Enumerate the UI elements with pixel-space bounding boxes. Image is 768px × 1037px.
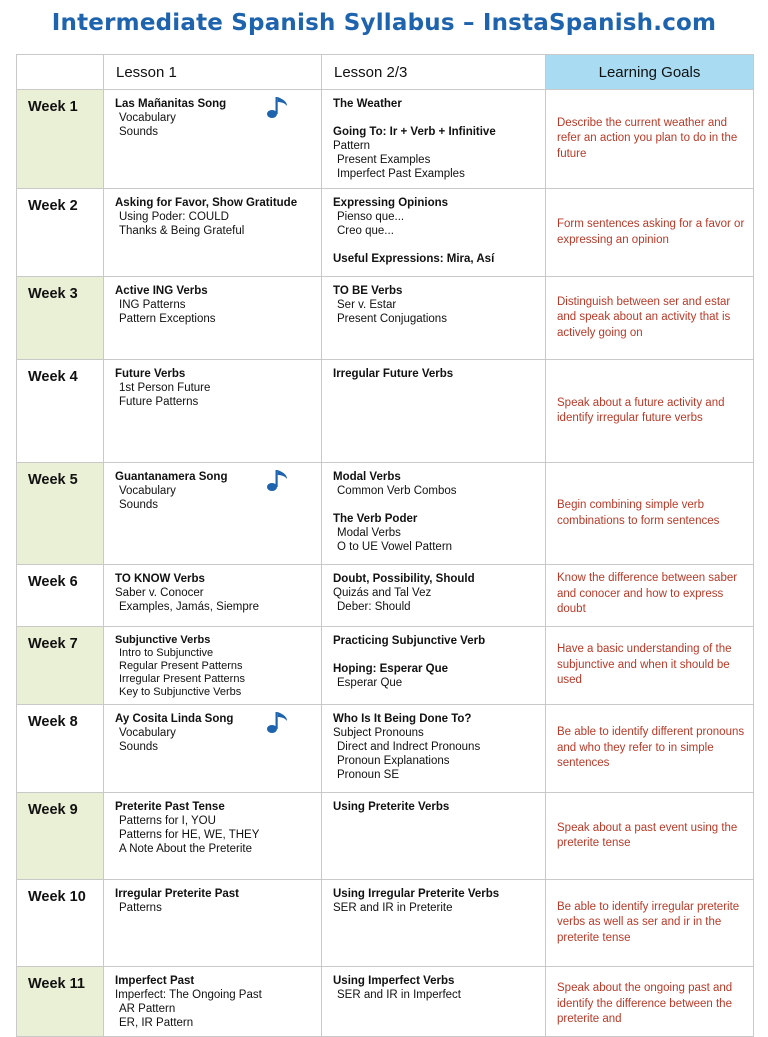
goal-cell	[546, 360, 754, 463]
lesson-line: Using Poder: COULD	[119, 211, 229, 223]
lesson-line: Vocabulary	[119, 485, 176, 497]
lesson-line: Saber v. Conocer	[115, 587, 204, 599]
lesson-line: Imperfect Past Examples	[337, 168, 465, 180]
lesson1-cell	[104, 360, 322, 463]
goal-cell	[546, 90, 754, 189]
lesson-heading: Future Verbs	[115, 368, 186, 380]
lesson-heading: Ay Cosita Linda Song	[115, 713, 234, 725]
lesson-line: Patterns for I, YOU	[119, 815, 216, 827]
week-label: Week 1	[17, 90, 104, 189]
lesson-line: Patterns	[119, 902, 162, 914]
goal-text: Be able to identify different pronouns and who they refer to in simple sentences	[557, 726, 745, 770]
lesson-heading: Asking for Favor, Show Gratitude	[115, 197, 298, 209]
lesson-line: Pattern Exceptions	[119, 313, 216, 325]
lesson-heading: Expressing Opinions	[333, 197, 449, 209]
syllabus-table	[16, 54, 754, 1037]
lesson23-cell	[322, 565, 546, 627]
lesson-line: SER and IR in Imperfect	[337, 989, 461, 1001]
lesson-heading: Irregular Preterite Past	[115, 888, 240, 900]
lesson23-cell	[322, 967, 546, 1037]
table-row	[17, 360, 754, 463]
lesson23-cell	[322, 189, 546, 277]
lesson-heading: Doubt, Possibility, Should	[333, 573, 475, 585]
week-label: Week 2	[17, 189, 104, 277]
lesson-line: Patterns for HE, WE, THEY	[119, 829, 260, 841]
lesson-heading: The Weather	[333, 98, 402, 110]
lesson-heading: Using Irregular Preterite Verbs	[333, 888, 500, 900]
goal-text: Speak about a past event using the preterite tense	[557, 821, 738, 849]
lesson-heading: Modal Verbs	[333, 471, 401, 483]
lesson1-cell	[104, 705, 322, 793]
lesson-line: Esperar Que	[337, 677, 403, 689]
lesson-heading: Irregular Future Verbs	[333, 368, 454, 380]
lesson-heading: Useful Expressions: Mira, Así	[333, 253, 495, 265]
lesson-line: Pronoun SE	[337, 769, 400, 781]
table-row	[17, 967, 754, 1037]
goal-cell	[546, 189, 754, 277]
music-note-icon	[265, 94, 291, 120]
lesson-line: Deber: Should	[337, 601, 411, 613]
lesson-line: 1st Person Future	[119, 382, 211, 394]
lesson23-cell	[322, 880, 546, 967]
lesson-line: Sounds	[119, 126, 159, 138]
lesson-line: Quizás and Tal Vez	[333, 587, 432, 599]
lesson-line: Key to Subjunctive Verbs	[119, 686, 242, 698]
week-label: Week 7	[17, 627, 104, 705]
lesson-line: Regular Present Patterns	[119, 660, 243, 672]
music-note-icon	[265, 709, 291, 735]
lesson-heading: Preterite Past Tense	[115, 801, 225, 813]
goal-cell	[546, 627, 754, 705]
lesson23-cell	[322, 463, 546, 565]
goal-text: Have a basic understanding of the subjunctive and when it should be used	[557, 643, 732, 687]
lesson1-cell	[104, 90, 322, 189]
lesson1-cell	[104, 793, 322, 880]
lesson-line: SER and IR in Preterite	[333, 902, 453, 914]
week-label: Week 4	[17, 360, 104, 463]
lesson-heading: Using Imperfect Verbs	[333, 975, 455, 987]
lesson1-cell	[104, 189, 322, 277]
goal-text: Form sentences asking for a favor or expressing an opinion	[557, 218, 745, 246]
lesson-line: Vocabulary	[119, 727, 176, 739]
lesson-line: Pattern	[333, 140, 371, 152]
lesson-line: ER, IR Pattern	[119, 1017, 194, 1029]
lesson1-cell	[104, 880, 322, 967]
week-label: Week 11	[17, 967, 104, 1037]
lesson-line: Imperfect: The Ongoing Past	[115, 989, 262, 1001]
week-label: Week 10	[17, 880, 104, 967]
lesson-heading: TO KNOW Verbs	[115, 573, 205, 585]
lesson-line: Common Verb Combos	[337, 485, 457, 497]
lesson-heading: TO BE Verbs	[333, 285, 403, 297]
lesson-heading: Practicing Subjunctive Verb	[333, 635, 486, 647]
lesson-line: ING Patterns	[119, 299, 186, 311]
lesson-heading: Going To: Ir + Verb + Infinitive	[333, 126, 496, 138]
lesson23-cell	[322, 627, 546, 705]
lesson-heading: Hoping: Esperar Que	[333, 663, 449, 675]
lesson1-cell	[104, 463, 322, 565]
lesson-line: Pronoun Explanations	[337, 755, 450, 767]
table-row	[17, 90, 754, 189]
lesson23-cell	[322, 705, 546, 793]
header-learning-goals: Learning Goals	[546, 55, 754, 90]
goal-text: Know the difference between saber and conocer and how to express doubt	[557, 572, 738, 615]
lesson-heading: Using Preterite Verbs	[333, 801, 450, 813]
lesson23-cell	[322, 277, 546, 360]
lesson-heading: Who Is It Being Done To?	[333, 713, 472, 725]
goal-text: Describe the current weather and refer an action you plan to do in the future	[557, 116, 738, 160]
header-lesson23: Lesson 2/3	[322, 55, 546, 90]
lesson-line: Future Patterns	[119, 396, 199, 408]
week-label: Week 5	[17, 463, 104, 565]
table-row	[17, 880, 754, 967]
lesson-line: Intro to Subjunctive	[119, 647, 214, 659]
table-row	[17, 627, 754, 705]
lesson1-cell	[104, 565, 322, 627]
week-label: Week 8	[17, 705, 104, 793]
goal-text: Speak about a future activity and identify irregular future verbs	[557, 396, 725, 424]
lesson-line: AR Pattern	[119, 1003, 176, 1015]
table-row	[17, 277, 754, 360]
lesson-line: Present Examples	[337, 154, 431, 166]
week-label: Week 6	[17, 565, 104, 627]
lesson-heading: Imperfect Past	[115, 975, 195, 987]
goal-cell	[546, 277, 754, 360]
lesson-line: Sounds	[119, 499, 159, 511]
lesson-line: Pienso que...	[337, 211, 405, 223]
header-row	[17, 55, 754, 90]
lesson-line: Subject Pronouns	[333, 727, 424, 739]
goal-cell	[546, 565, 754, 627]
goal-cell	[546, 967, 754, 1037]
lesson-heading: The Verb Poder	[333, 513, 418, 525]
table-row	[17, 793, 754, 880]
goal-cell	[546, 705, 754, 793]
lesson-heading: Las Mañanitas Song	[115, 98, 227, 110]
goal-text: Begin combining simple verb combinations to form sentences	[557, 499, 720, 527]
table-row	[17, 565, 754, 627]
lesson-heading: Active ING Verbs	[115, 285, 208, 297]
goal-text: Speak about the ongoing past and identify the difference between the preterite and	[557, 982, 733, 1025]
goal-cell	[546, 793, 754, 880]
lesson-line: Modal Verbs	[337, 527, 401, 539]
lesson-heading: Guantanamera Song	[115, 471, 228, 483]
lesson-line: Direct and Indrect Pronouns	[337, 741, 481, 753]
table-row	[17, 705, 754, 793]
lesson-line: Sounds	[119, 741, 159, 753]
table-row	[17, 189, 754, 277]
lesson23-cell	[322, 90, 546, 189]
page-title: Intermediate Spanish Syllabus – InstaSpanish.com	[51, 10, 717, 36]
table-row	[17, 463, 754, 565]
lesson-line: Vocabulary	[119, 112, 176, 124]
lesson1-cell	[104, 967, 322, 1037]
week-label: Week 9	[17, 793, 104, 880]
lesson-line: Creo que...	[337, 225, 394, 237]
lesson23-cell	[322, 793, 546, 880]
goal-text: Be able to identify irregular preterite verbs as well as ser and ir in the preterite tense	[557, 900, 740, 944]
lesson-line: O to UE Vowel Pattern	[337, 541, 453, 553]
lesson-heading: Subjunctive Verbs	[115, 634, 211, 646]
lesson1-cell	[104, 277, 322, 360]
header-lesson1: Lesson 1	[104, 55, 322, 90]
lesson-line: A Note About the Preterite	[119, 843, 252, 855]
lesson23-cell	[322, 360, 546, 463]
lesson-line: Ser v. Estar	[337, 299, 397, 311]
lesson-line: Irregular Present Patterns	[119, 673, 245, 685]
music-note-icon	[265, 467, 291, 493]
lesson-line: Thanks & Being Grateful	[119, 225, 245, 237]
lesson-line: Present Conjugations	[337, 313, 447, 325]
week-label: Week 3	[17, 277, 104, 360]
goal-cell	[546, 880, 754, 967]
goal-cell	[546, 463, 754, 565]
lesson-line: Examples, Jamás, Siempre	[119, 601, 259, 613]
goal-text: Distinguish between ser and estar and speak about an activity that is actively going on	[557, 295, 731, 339]
lesson1-cell	[104, 627, 322, 705]
header-empty-cell	[17, 55, 104, 90]
